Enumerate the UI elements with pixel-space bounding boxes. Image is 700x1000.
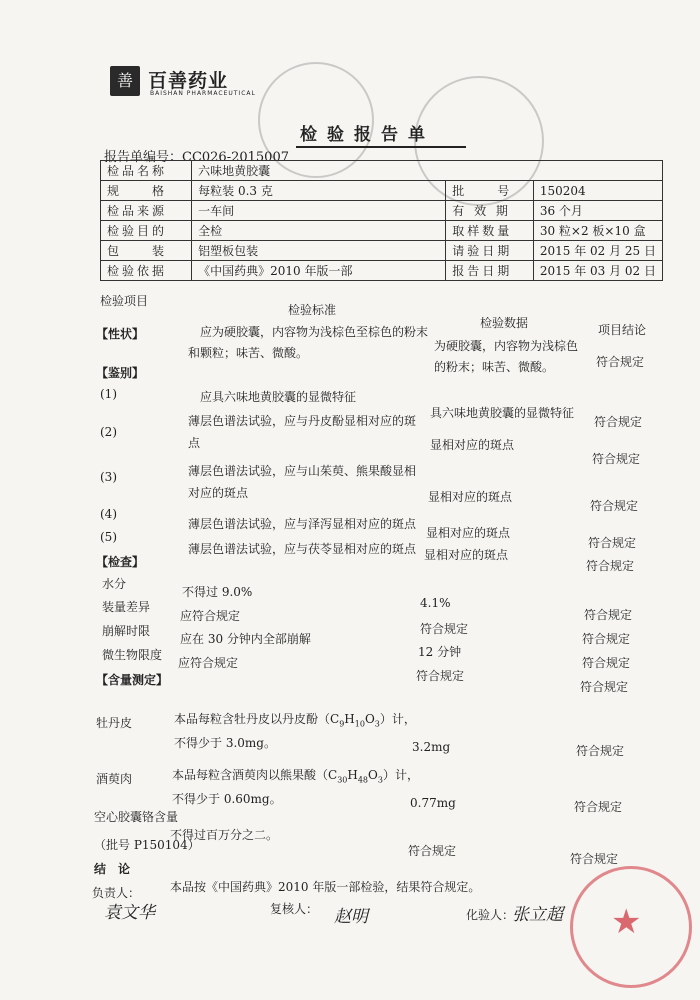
hanliang-data-mudanpi: 3.2mg [412, 740, 451, 754]
info-label: 规 格 [101, 181, 192, 201]
info-value: 每粒装 0.3 克 [192, 181, 446, 201]
info-value: 36 个月 [533, 201, 662, 221]
info-row [101, 161, 663, 181]
jiancha-standard: 应符合规定 [178, 656, 239, 670]
info-value: 一车间 [192, 201, 446, 221]
info-label: 检验目的 [101, 221, 192, 241]
hanliang-result-mudanpi: 符合规定 [576, 744, 625, 758]
reviewer-signature: 赵明 [334, 907, 368, 927]
formula-sub: 3 [374, 719, 380, 729]
hanliang-item-mudanpi: 牡丹皮 [96, 716, 133, 730]
formula-text: 本品每粒含酒萸肉以熊果酸（C [172, 768, 338, 782]
jiancha-item: 崩解时限 [102, 624, 151, 638]
jianbie-result: 符合规定 [590, 499, 639, 513]
jianbie-data: 显相对应的斑点 [426, 526, 511, 540]
jianbie-data: 具六味地黄胶囊的显微特征 [430, 406, 575, 420]
formula-sub: 9 [339, 719, 345, 729]
info-label: 报告日期 [446, 261, 534, 281]
jiancha-standard: 不得过 9.0% [182, 585, 253, 599]
hanliang-item-kongxin: 空心胶囊铬含量 [94, 810, 179, 824]
jianbie-standard: 薄层色谱法试验，应与山茱萸、熊果酸显相 [188, 464, 417, 478]
formula-text: O [368, 768, 378, 782]
document-title: 检验报告单 [300, 125, 435, 145]
hanliang-item-jiuyurou: 酒萸肉 [96, 772, 133, 786]
col-header-data: 检验数据 [480, 316, 529, 330]
info-label: 检验依据 [101, 261, 192, 281]
jiancha-data: 符合规定 [420, 622, 469, 636]
formula-text: H [344, 712, 355, 726]
section-jiancha: 【检查】 [96, 555, 145, 569]
jianbie-standard: 薄层色谱法试验，应与泽泻显相对应的斑点 [188, 517, 417, 531]
formula-text: ）计， [382, 768, 419, 782]
xingzhuang-standard-2: 和颗粒；味苦、微酸。 [188, 346, 309, 360]
jiancha-standard: 应符合规定 [180, 609, 241, 623]
xingzhuang-data-1: 为硬胶囊，内容物为浅棕色 [434, 339, 579, 353]
jianbie-standard-2: 对应的斑点 [188, 486, 249, 500]
info-value: 150204 [533, 181, 662, 201]
conclusion-text: 本品按《中国药典》2010 年版一部检验，结果符合规定。 [170, 880, 481, 894]
reviewer-label: 复核人： [270, 902, 319, 916]
info-row [101, 261, 663, 281]
info-label: 批 号 [446, 181, 534, 201]
hanliang-result-jiuyurou: 符合规定 [574, 800, 623, 814]
info-value: 30 粒×2 板×10 盒 [533, 221, 662, 241]
info-row [101, 181, 663, 201]
jiancha-standard: 应在 30 分钟内全部崩解 [180, 632, 311, 646]
col-header-conclusion: 项目结论 [598, 323, 647, 337]
hanliang-standard-kongxin: 不得过百万分之二。 [170, 828, 279, 842]
jianbie-data: 显相对应的斑点 [428, 490, 513, 504]
xingzhuang-data-2: 的粉末；味苦、微酸。 [434, 360, 555, 374]
report-number: 报告单编号：CC026-2015007 [104, 150, 289, 165]
info-value: 2015 年 03 月 02 日 [533, 261, 662, 281]
hanliang-item-kongxin-batch: （批号 P150104） [94, 838, 200, 852]
formula-text: ）计， [379, 712, 416, 726]
info-label: 有 效 期 [446, 201, 534, 221]
formula-sub: 30 [337, 775, 348, 785]
formula-text: O [364, 712, 375, 726]
hanliang-data-jiuyurou: 0.77mg [410, 796, 456, 810]
jianbie-result: 符合规定 [594, 415, 643, 429]
jianbie-no: (2) [100, 425, 117, 439]
info-value: 铝塑板包装 [192, 241, 446, 261]
jianbie-standard-2: 点 [188, 436, 201, 450]
brand-name-en: BAISHAN PHARMACEUTICAL [150, 90, 256, 97]
jiancha-result: 符合规定 [580, 680, 629, 694]
formula-sub: 48 [357, 775, 369, 785]
info-label: 检品来源 [101, 201, 192, 221]
info-value: 六味地黄胶囊 [192, 161, 663, 181]
jiancha-item: 装量差异 [102, 600, 151, 614]
formula-text: H [347, 768, 358, 782]
col-header-standard: 检验标准 [288, 303, 337, 317]
jianbie-standard: 薄层色谱法试验，应与丹皮酚显相对应的斑 [188, 414, 417, 428]
jiancha-data: 符合规定 [416, 669, 465, 683]
conclusion-label: 结 论 [94, 862, 131, 876]
jianbie-result: 符合规定 [588, 536, 637, 550]
hanliang-data-kongxin: 符合规定 [408, 844, 457, 858]
brand-name: 百善药业 [148, 70, 229, 92]
jianbie-no: (1) [100, 387, 117, 401]
info-value: 2015 年 02 月 25 日 [533, 241, 662, 261]
stamp-star-icon: ★ [611, 902, 642, 942]
jianbie-result: 符合规定 [592, 452, 641, 466]
title-underline [296, 146, 466, 148]
jiancha-data: 12 分钟 [418, 645, 462, 659]
info-label: 检品名称 [101, 161, 192, 181]
info-row [101, 201, 663, 221]
jianbie-no: (4) [100, 507, 117, 521]
formula-sub: 3 [377, 775, 383, 785]
jianbie-no: (3) [100, 470, 117, 484]
jiancha-result: 符合规定 [582, 632, 631, 646]
hanliang-standard-mudanpi-2: 不得少于 3.0mg。 [174, 736, 276, 750]
hanliang-result-kongxin: 符合规定 [570, 852, 619, 866]
xingzhuang-standard-1: 应为硬胶囊，内容物为浅棕色至棕色的粉末 [200, 325, 429, 339]
responsible-signature: 袁文华 [104, 903, 155, 923]
section-xingzhuang: 【性状】 [96, 327, 145, 341]
hanliang-standard-jiuyurou-2: 不得少于 0.60mg。 [172, 792, 282, 806]
info-value: 《中国药典》2010 年版一部 [192, 261, 446, 281]
jiancha-result: 符合规定 [582, 656, 631, 670]
info-row [101, 221, 663, 241]
company-logo-icon: 善 [110, 66, 140, 96]
jiancha-item: 水分 [102, 577, 127, 591]
jianbie-result: 符合规定 [586, 559, 635, 573]
xingzhuang-result: 符合规定 [596, 355, 645, 369]
section-jianbie: 【鉴别】 [96, 366, 145, 380]
info-label: 取样数量 [446, 221, 534, 241]
info-row [101, 241, 663, 261]
info-label: 请验日期 [446, 241, 534, 261]
info-label: 包 装 [101, 241, 192, 261]
jiancha-result: 符合规定 [584, 608, 633, 622]
jianbie-data: 显相对应的斑点 [424, 548, 509, 562]
hanliang-standard-jiuyurou [172, 766, 419, 784]
jianbie-data: 显相对应的斑点 [430, 438, 515, 452]
jiancha-data: 4.1% [420, 596, 451, 610]
tester-signature: 张立超 [512, 905, 563, 925]
jianbie-standard: 应具六味地黄胶囊的显微特征 [200, 390, 357, 404]
formula-sub: 10 [354, 719, 365, 729]
jianbie-standard: 薄层色谱法试验，应与茯苓显相对应的斑点 [188, 542, 417, 556]
sample-info-table [100, 160, 663, 281]
responsible-label: 负责人： [92, 886, 141, 900]
col-header-item: 检验项目 [100, 294, 149, 308]
info-value: 全检 [192, 221, 446, 241]
jiancha-item: 微生物限度 [102, 648, 163, 662]
section-hanliang: 【含量测定】 [96, 673, 169, 687]
formula-text: 本品每粒含牡丹皮以丹皮酚（C [174, 712, 340, 726]
jianbie-no: (5) [100, 530, 117, 544]
hanliang-standard-mudanpi [174, 710, 416, 728]
tester-label: 化验人： [466, 908, 515, 922]
